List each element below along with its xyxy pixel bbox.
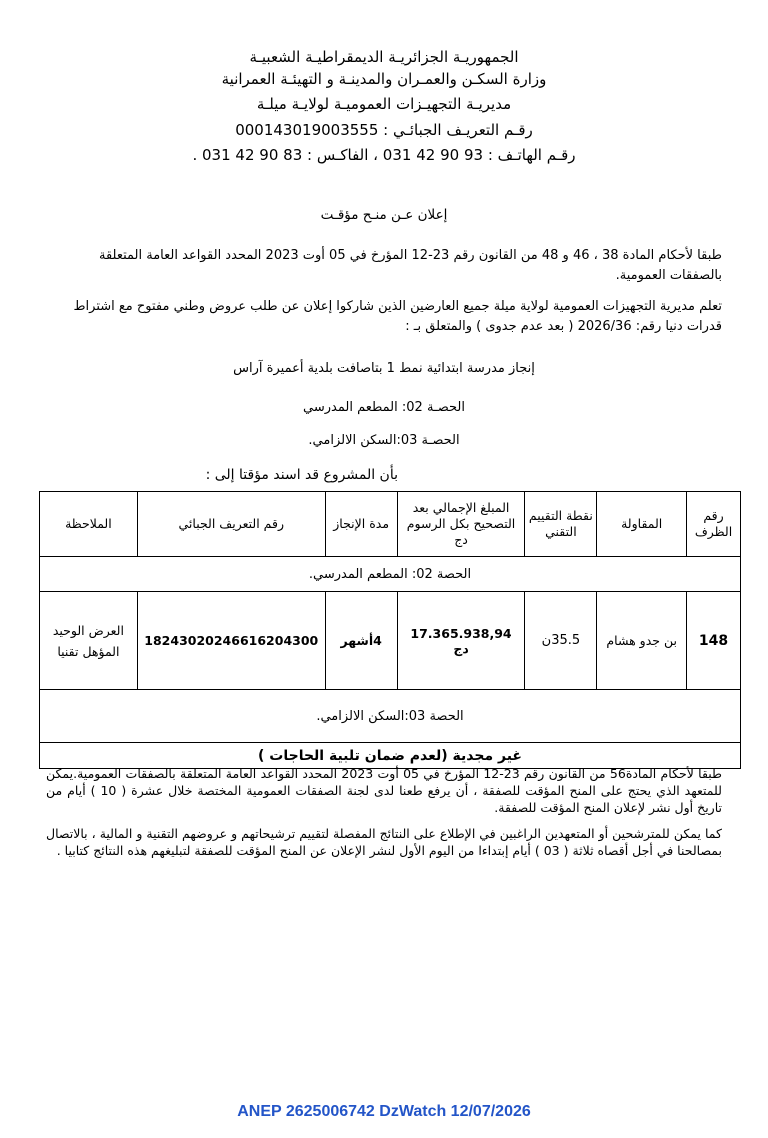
header-phone-fax: رقـم الهاتـف : 93 90 42 031 ، الفاكـس : 83 90 42 031 . <box>192 146 576 164</box>
closing-paragraph-2: كما يمكن للمترشحين أو المتعهدين الراغبين في الإطلاع على النتائج المفصلة لتقييم ترشيحاتهم و عروضهم التقنية و المالية ، بالاتصال بمصالحنا في أجل أقصاه ثلاثة ( 03 ) أيام إبتداءا من اليوم الأول لنشر الإعلان عن المنح المؤقت للصفقة لتبليغهم هذه النتائج كتابيا . <box>46 826 722 858</box>
header-total-amount: المبلغ الإجمالي بعد التصحيح بكل الرسوم دج <box>397 492 525 557</box>
header-tax-id: رقم التعريف الجبائي <box>137 492 325 557</box>
cell-company: بن جدو هشام <box>597 592 687 690</box>
intro-paragraph-1: طبقا لأحكام المادة 38 ، 46 و 48 من القانون رقم 23-12 المؤرخ في 05 أوت 2023 المحدد القواعد العامة المتعلقة بالصفقات العمومية. <box>98 248 722 283</box>
lot-03-row-label: الحصة 03:السكن الالزامي. <box>40 690 741 743</box>
results-table <box>39 491 741 769</box>
table-row <box>40 592 741 690</box>
closing-paragraph-1: طبقا لأحكام المادة56 من القانون رقم 23-12 المؤرخ في 05 أوت 2023 المحدد القواعد العامة المتعلقة بالصفقات العمومية.يمكن للمتعهد الذي يحتج على المنح المؤقت للصفقة ، أن يرفع طعنا لدى لجنة الصفقات العمومية المختصة خلال عشرة ( 10 ) أيام من تاريخ أول نشر لإعلان المنح المؤقت للصفقة. <box>46 766 722 815</box>
header-remark: الملاحظة <box>40 492 138 557</box>
notice-title: إعلان عـن منـح مؤقـت <box>320 207 448 223</box>
header-directorate: مديريـة التجهيـزات العموميـة لولايـة ميلـة <box>256 95 512 113</box>
header-company: المقاولة <box>597 492 687 557</box>
header-envelope-number: رقم الظرف <box>687 492 741 557</box>
header-republic: الجمهوريـة الجزائريـة الديمقراطيـة الشعبيـة <box>249 48 519 66</box>
cell-total-amount: 17.365.938,94 دج <box>397 592 525 690</box>
table-row-lot-03 <box>40 690 741 743</box>
lot-02-heading: الحصـة 02: المطعم المدرسي <box>303 400 465 415</box>
cell-duration: 4أشهر <box>325 592 397 690</box>
table-header-row <box>40 492 741 557</box>
lot-02-row-label: الحصة 02: المطعم المدرسي. <box>40 557 741 592</box>
intro-paragraph-2: تعلم مديرية التجهيزات العمومية لولاية ميلة جميع العارضين الذين شاركوا إعلان عن طلب عروض وطني مفتوح مع اشتراط قدرات دنيا رقم: 2026/36 ( بعد عدم جدوى ) والمتعلق بـ : <box>73 299 722 334</box>
cell-remark: العرض الوحيد المؤهل تقنيا <box>40 592 138 690</box>
cell-envelope-number: 148 <box>687 592 741 690</box>
header-ministry: وزارة السكـن والعمـران والمدينـة و التهيئـة العمرانية <box>221 70 547 88</box>
cell-tax-id: 18243020246616204300 <box>137 592 325 690</box>
cell-technical-score: 35.5ن <box>525 592 597 690</box>
unsuccessful-label: غير مجدية (لعدم ضمان تلبية الحاجات ) <box>40 743 741 769</box>
footer-reference: ANEP 2625006742 DzWatch 12/07/2026 <box>237 1103 531 1120</box>
table-row-lot-02 <box>40 557 741 592</box>
header-tax-id: رقـم التعريـف الجبائـي : 000143019003555 <box>235 121 533 139</box>
lot-03-heading: الحصـة 03:السكن الالزامي. <box>308 433 460 448</box>
header-technical-score: نقطة التقييم التقني <box>525 492 597 557</box>
project-title: إنجاز مدرسة ابتدائية نمط 1 بتاصافت بلدية أعميرة آراس <box>233 361 535 376</box>
assigned-line: بأن المشروع قد اسند مؤقتا إلى : <box>205 467 398 483</box>
header-duration: مدة الإنجاز <box>325 492 397 557</box>
